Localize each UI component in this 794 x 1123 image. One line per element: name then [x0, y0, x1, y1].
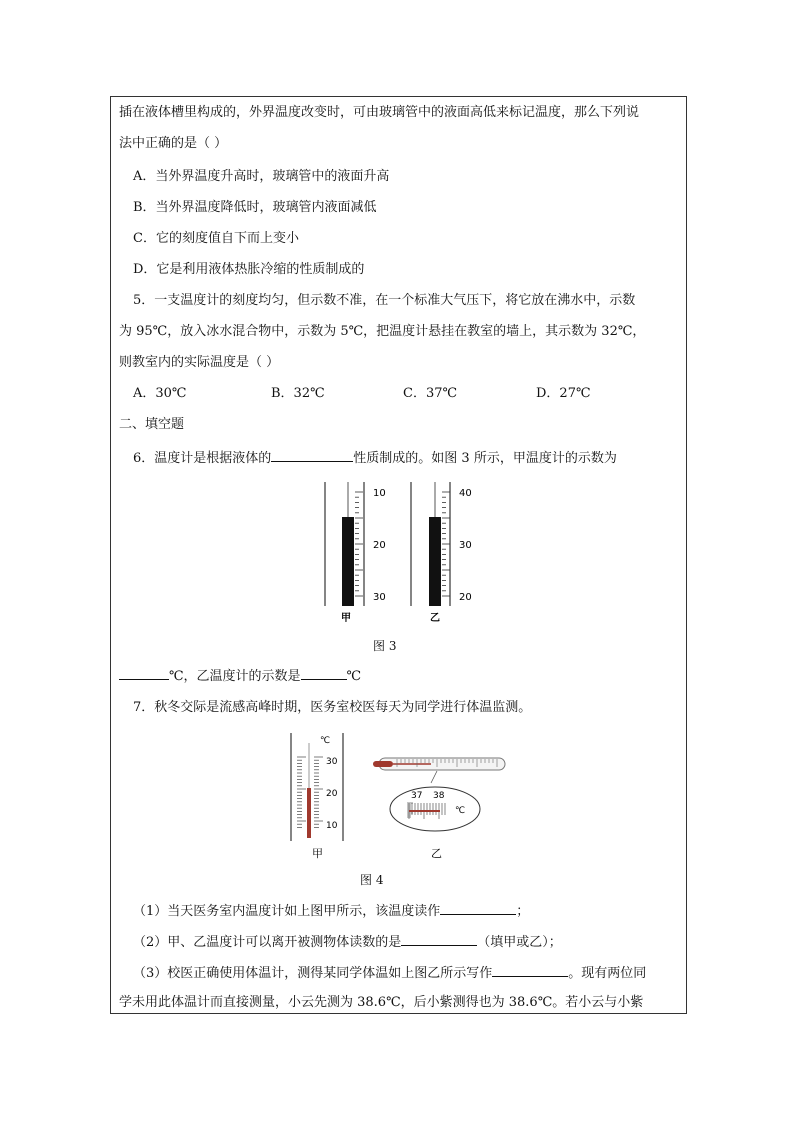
q6-unit-text: ℃，乙温度计的示数是: [169, 669, 301, 684]
room-tick-30: 30: [326, 757, 338, 767]
q5-option-d: D．27℃: [536, 386, 591, 401]
q7-sub3-line2: 学未用此体温计而直接测量，小云先测为 38.6℃，后小紫测得也为 38.6℃。若小云与小紫: [119, 995, 644, 1010]
q5-line2: 为 95℃，放入冰水混合物中，示数为 5℃，把温度计悬挂在教室的墙上，其示数为 32℃，: [119, 324, 646, 339]
q6-blank-property[interactable]: [271, 449, 353, 462]
yi-label: 乙: [430, 613, 440, 624]
room-tick-20: 20: [326, 789, 338, 799]
q7-sub3-end: 。现有两位同: [568, 966, 647, 981]
q4-option-b: B．当外界温度降低时，玻璃管内液面减低: [133, 200, 377, 215]
yi-tick-40: 40: [459, 488, 472, 499]
room-tick-10: 10: [326, 821, 338, 831]
room-unit: ℃: [320, 736, 331, 746]
clinical-unit: ℃: [455, 806, 466, 816]
jia-tick-30: 30: [373, 592, 386, 603]
figure4-caption: 图 4: [360, 873, 384, 887]
q7-sub2-end: （填甲或乙）；: [477, 935, 562, 950]
jia-tick-20: 20: [373, 540, 386, 551]
jia-label: 甲: [341, 613, 351, 624]
q6-unit-end: ℃: [346, 669, 362, 684]
q7-sub3-blank[interactable]: [492, 964, 568, 977]
q7-sub3: [133, 964, 646, 982]
clinical-thermometer: [373, 758, 505, 860]
label-yi: 乙: [431, 847, 442, 860]
q7-sub1-text: （1）当天医务室内温度计如上图甲所示，该温度读作: [133, 904, 441, 919]
q5-line3: 则教室内的实际温度是（ ）: [119, 355, 280, 370]
q5-option-a: A．30℃: [133, 386, 187, 401]
room-thermometer: [291, 733, 343, 860]
q4-option-d: D．它是利用液体热胀冷缩的性质制成的: [133, 262, 365, 277]
figure3-thermometers: [311, 480, 496, 625]
q4-line2: 法中正确的是（ ）: [119, 136, 228, 151]
figure3-caption: 图 3: [373, 639, 397, 653]
q4-option-a: A．当外界温度升高时，玻璃管中的液面升高: [133, 169, 390, 184]
label-jia: 甲: [312, 847, 323, 860]
figure4-thermometers: [281, 731, 521, 877]
jia-tick-10: 10: [373, 488, 386, 499]
clinical-tick-38: 38: [433, 791, 445, 801]
q7-sub1: [133, 902, 529, 920]
q7-sub1-blank[interactable]: [440, 902, 516, 915]
yi-tick-30: 30: [459, 540, 472, 551]
clinical-tick-37: 37: [411, 791, 423, 801]
q5-line1: 5．一支温度计的刻度均匀，但示数不准，在一个标准大气压下，将它放在沸水中，示数: [133, 293, 636, 308]
yi-tick-20: 20: [459, 592, 472, 603]
q7-sub2-text: （2）甲、乙温度计可以离开被测物体读数的是: [133, 935, 402, 950]
q5-option-b: B．32℃: [271, 386, 325, 401]
q6-text-after: 性质制成的。如图 3 所示，甲温度计的示数为: [353, 451, 617, 466]
q7-sub2: [133, 933, 562, 951]
q7-sub2-blank[interactable]: [401, 933, 477, 946]
q6-line1: [133, 449, 617, 467]
section-fill-in-title: 二、填空题: [119, 417, 185, 432]
q6-blank-jia[interactable]: [119, 667, 169, 680]
q4-line1: 插在液体槽里构成的，外界温度改变时，可由玻璃管中的液面高低来标记温度，那么下列说: [119, 105, 640, 120]
q7-intro: 7．秋冬交际是流感高峰时期，医务室校医每天为同学进行体温监测。: [133, 700, 532, 715]
q7-sub1-end: ；: [516, 904, 530, 919]
q7-sub3-text: （3）校医正确使用体温计，测得某同学体温如上图乙所示写作: [133, 966, 493, 981]
question-frame: [110, 96, 687, 1014]
q5-option-c: C．37℃: [403, 386, 458, 401]
q6-line2: [119, 667, 361, 685]
thermometer-yi: [411, 482, 472, 624]
thermometer-jia: [325, 482, 386, 624]
q6-blank-yi[interactable]: [301, 667, 347, 680]
q4-option-c: C．它的刻度值自下而上变小: [133, 231, 299, 246]
q6-text-before: 6．温度计是根据液体的: [133, 451, 272, 466]
